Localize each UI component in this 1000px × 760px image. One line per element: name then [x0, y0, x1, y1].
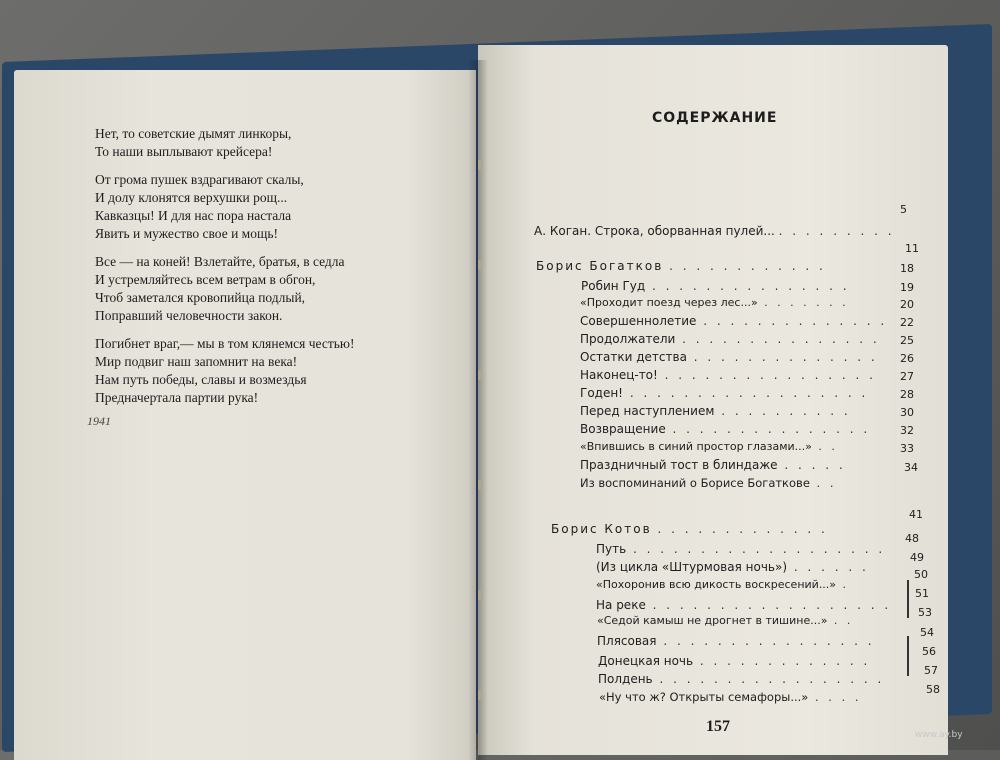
- toc-page-number: 5: [900, 203, 907, 216]
- leader-dots: . . . . . . . . . . . . . . . .: [656, 634, 875, 648]
- leader-dots: . .: [809, 476, 837, 490]
- poem-line: Кавказцы! И для нас пора настала: [95, 208, 292, 223]
- poem-line: И долу клонятся верхушки рощ...: [95, 190, 288, 205]
- poem-line: Предначертала партии рука!: [95, 390, 259, 405]
- binding-stitch: [478, 260, 481, 270]
- toc-entry: [596, 578, 849, 591]
- toc-page-number: 11: [905, 242, 919, 255]
- toc-entry: [580, 404, 851, 418]
- toc-entry-title: Наконец-то!: [580, 368, 658, 382]
- toc-entry: [580, 422, 870, 436]
- toc-entry-title: А. Коган. Строка, оборванная пулей...: [534, 224, 775, 238]
- toc-page-number: 19: [900, 281, 914, 294]
- leader-dots: . . . . . . . . .: [778, 224, 895, 238]
- toc-entry-title: «Похоронив всю дикость воскресений...»: [596, 578, 837, 591]
- leader-dots: .: [836, 578, 850, 591]
- toc-entry-title: Путь: [596, 542, 627, 556]
- poem-line: Нет, то советские дымят линкоры,: [95, 126, 292, 141]
- toc-page-number: 56: [922, 645, 936, 658]
- toc-page-number: 58: [926, 683, 940, 696]
- toc-page-number: 32: [900, 424, 914, 437]
- leader-dots: . . . . . . . . . . . . . . . . . .: [645, 598, 892, 612]
- toc-entry-title: «Проходит поезд через лес...»: [580, 296, 758, 309]
- toc-page-number: 20: [900, 298, 914, 311]
- toc-entry: [596, 598, 891, 612]
- poem-line: Все — на коней! Взлетайте, братья, в седла: [95, 254, 345, 269]
- leader-dots: . . . .: [808, 690, 862, 704]
- leader-dots: . . . . .: [777, 458, 846, 472]
- toc-entry-title: «Впившись в синий простор глазами...»: [580, 440, 812, 453]
- toc-page-number: 28: [900, 388, 914, 401]
- toc-entry: [599, 690, 862, 704]
- toc-entry: [580, 332, 880, 346]
- leader-dots: . . . . . . . . . . . . . . . . . . .: [626, 542, 886, 556]
- toc-entry-title: На реке: [596, 598, 646, 612]
- poem-line: И устремляйтесь всем ветрам в обгон,: [95, 272, 316, 287]
- toc-page-number: 51: [915, 587, 929, 600]
- toc-entry-title: Годен!: [580, 386, 623, 400]
- toc-entry-title: (Из цикла «Штурмовая ночь»): [596, 560, 788, 574]
- poem-line: Поправший человечности закон.: [95, 308, 283, 323]
- binding-stitch: [478, 480, 481, 490]
- leader-dots: . . . . . . . . . . . . .: [657, 522, 828, 536]
- poem-line: Мир подвиг наш запомнит на века!: [95, 354, 298, 369]
- toc-page-number: 26: [900, 352, 914, 365]
- poem-line: Нам путь победы, славы и возмездья: [95, 372, 307, 387]
- poem-line: Явить и мужество свое и мощь!: [95, 226, 279, 241]
- toc-page-number: 41: [909, 508, 923, 521]
- toc-entry-title: Праздничный тост в блиндаже: [580, 458, 778, 472]
- toc-entry: [598, 672, 884, 686]
- toc-entry: [596, 542, 885, 556]
- toc-page-number: 18: [900, 262, 914, 275]
- leader-dots: . . . . . . . . . . . . . . .: [645, 279, 850, 293]
- poem-year: 1941: [87, 414, 111, 428]
- leader-dots: . . . . . . . . . . . . . . . .: [657, 368, 876, 382]
- toc-entry: [580, 386, 868, 400]
- toc-entry-title: Возвращение: [580, 422, 666, 436]
- toc-page-number: 57: [924, 664, 938, 677]
- leader-dots: . . . . . . .: [757, 296, 849, 309]
- toc-entry-title: Совершеннолетие: [580, 314, 697, 328]
- toc-entry-title: Борис Богатков: [536, 259, 664, 273]
- toc-entry: [580, 368, 876, 382]
- toc-entry: [596, 560, 869, 574]
- toc-entry: [534, 224, 895, 238]
- leader-dots: . . . . . . . . . . . . . . .: [675, 332, 880, 346]
- toc-entry-title: «Седой камыш не дрогнет в тишине...»: [597, 614, 828, 627]
- toc-page-number: 53: [918, 606, 932, 619]
- toc-entry: [580, 296, 849, 309]
- toc-entry: [580, 458, 846, 472]
- binding-stitch: [478, 160, 481, 170]
- toc-entry: [598, 654, 870, 668]
- toc-entry: [580, 314, 887, 328]
- bracket-mark: [907, 580, 909, 618]
- toc-entry-title: Перед наступлением: [580, 404, 715, 418]
- binding-stitch: [478, 690, 481, 700]
- bracket-mark: [907, 636, 909, 676]
- toc-entry-title: Пляcовая: [597, 634, 657, 648]
- binding-stitch: [478, 590, 481, 600]
- leader-dots: . .: [811, 440, 838, 453]
- page-number: 157: [706, 718, 730, 735]
- toc-entry-title: «Ну что ж? Открыты семафоры...»: [599, 690, 809, 704]
- toc-page-number: 49: [910, 551, 924, 564]
- toc-page-number: 25: [900, 334, 914, 347]
- toc-entry-title: Остатки детства: [580, 350, 687, 364]
- toc-entry-title: Продолжатели: [580, 332, 676, 346]
- toc-entry: [581, 279, 850, 293]
- toc-page-number: 48: [905, 532, 919, 545]
- poem-line: От грома пушек вздрагивают скалы,: [95, 172, 304, 187]
- leader-dots: . . . . . . . . . . . .: [669, 259, 826, 273]
- leader-dots: . . . . . . . . . .: [714, 404, 851, 418]
- poem-line: Погибнет враг,— мы в том клянемся честью!: [95, 336, 355, 351]
- poem-line: То наши выплывают крейсера!: [95, 144, 273, 159]
- leader-dots: . . . . . . . . . . . . . . . . .: [652, 672, 885, 686]
- toc-entry-title: Полдень: [598, 672, 653, 686]
- toc-entry-title: Донецкая ночь: [598, 654, 694, 668]
- toc-entry: [580, 440, 838, 453]
- leader-dots: . . . . . . . . . . . . . . . . . .: [623, 386, 869, 400]
- watermark: www.ay.by: [915, 730, 963, 740]
- toc-entry-title: Борис Котов: [551, 522, 652, 536]
- leader-dots: . . . . . . . . . . . . . .: [696, 314, 888, 328]
- toc-page-number: 54: [920, 626, 934, 639]
- toc-entry: [597, 634, 875, 648]
- toc-page-number: 27: [900, 370, 914, 383]
- right-page: [478, 45, 948, 755]
- leader-dots: . . . . . .: [787, 560, 869, 574]
- binding-stitch: [478, 370, 481, 380]
- toc-page-number: 30: [900, 406, 914, 419]
- leader-dots: . . . . . . . . . . . . . . .: [665, 422, 871, 436]
- toc-entry-title: Робин Гуд: [581, 279, 646, 293]
- toc-page-number: 22: [900, 316, 914, 329]
- poem-line: Чтоб заметался кровопийца подлый,: [95, 290, 306, 305]
- toc-author: [536, 259, 826, 273]
- leader-dots: . .: [827, 614, 854, 627]
- toc-entry: [597, 614, 853, 627]
- toc-page-number: 34: [904, 461, 918, 474]
- contents-heading: СОДЕРЖАНИЕ: [652, 110, 778, 126]
- toc-page-number: 33: [900, 442, 914, 455]
- toc-author: [551, 522, 828, 536]
- toc-entry-title: Из воспоминаний о Борисе Богаткове: [580, 476, 810, 490]
- toc-page-number: 50: [914, 568, 928, 581]
- leader-dots: . . . . . . . . . . . . .: [693, 654, 871, 668]
- leader-dots: . . . . . . . . . . . . . .: [686, 350, 878, 364]
- toc-entry: [580, 476, 837, 490]
- toc-entry: [580, 350, 878, 364]
